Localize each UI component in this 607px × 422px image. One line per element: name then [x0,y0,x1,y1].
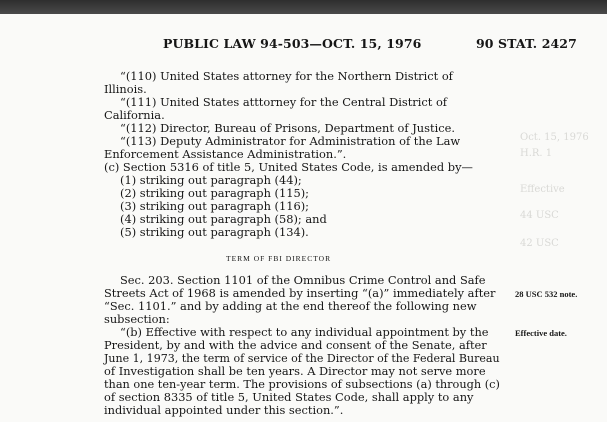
text-line: Illinois. [104,82,147,96]
text-line: Sec. 203. Section 1101 of the Omnibus Crime Control and Safe [120,273,486,287]
margin-note-usc: 28 USC 532 note. [515,289,578,299]
text-line: June 1, 1973, the term of service of the Director of the Federal Bureau [104,351,500,365]
text-line: of Investigation shall be ten years. A Director may not serve more [104,364,486,378]
text-line: (4) striking out paragraph (58); and [120,212,327,226]
bleed-through-text: Effective [520,184,565,195]
text-line: “(111) United States atttorney for the Central District of [120,95,448,109]
bleed-through-text: 42 USC [520,238,559,249]
text-line: California. [104,108,165,122]
text-line: Streets Act of 1968 is amended by inserting “(a)” immediately after [104,286,496,300]
bleed-through-text: Oct. 15, 1976 [520,132,589,143]
text-line: of section 8335 of title 5, United States Code, shall apply to any [104,390,474,404]
text-line: Enforcement Assistance Administration.”. [104,147,347,161]
margin-note-effective-date: Effective date. [515,328,567,338]
text-line: President, by and with the advice and consent of the Senate, after [104,338,487,352]
bleed-through-text: 44 USC [520,210,559,221]
text-line: (1) striking out paragraph (44); [120,173,302,187]
text-line: (3) striking out paragraph (116); [120,199,310,213]
text-line: than one ten-year term. The provisions of subsections (a) through (c) [104,377,500,391]
text-line: “Sec. 1101.” and by adding at the end thereof the following new [104,299,477,313]
text-line: (2) striking out paragraph (115); [120,186,310,200]
bleed-through-text: H.R. 1 [520,148,553,159]
viewer-top-bar [0,0,607,14]
section-heading: TERM OF FBI DIRECTOR [226,254,332,263]
page-header-stat: 90 STAT. 2427 [476,36,577,51]
text-line: (5) striking out paragraph (134). [120,225,309,239]
text-line: “(b) Effective with respect to any individual appointment by the [120,325,489,339]
text-line: “(112) Director, Bureau of Prisons, Department of Justice. [120,121,455,135]
text-line: “(113) Deputy Administrator for Administration of the Law [120,134,461,148]
text-line: individual appointed under this section.”. [104,403,344,417]
text-line: (c) Section 5316 of title 5, United States Code, is amended by— [104,160,473,174]
text-line: “(110) United States attorney for the Northern District of [120,69,453,83]
text-line: subsection: [104,312,170,326]
page-header-title: PUBLIC LAW 94-503—OCT. 15, 1976 [163,36,422,51]
